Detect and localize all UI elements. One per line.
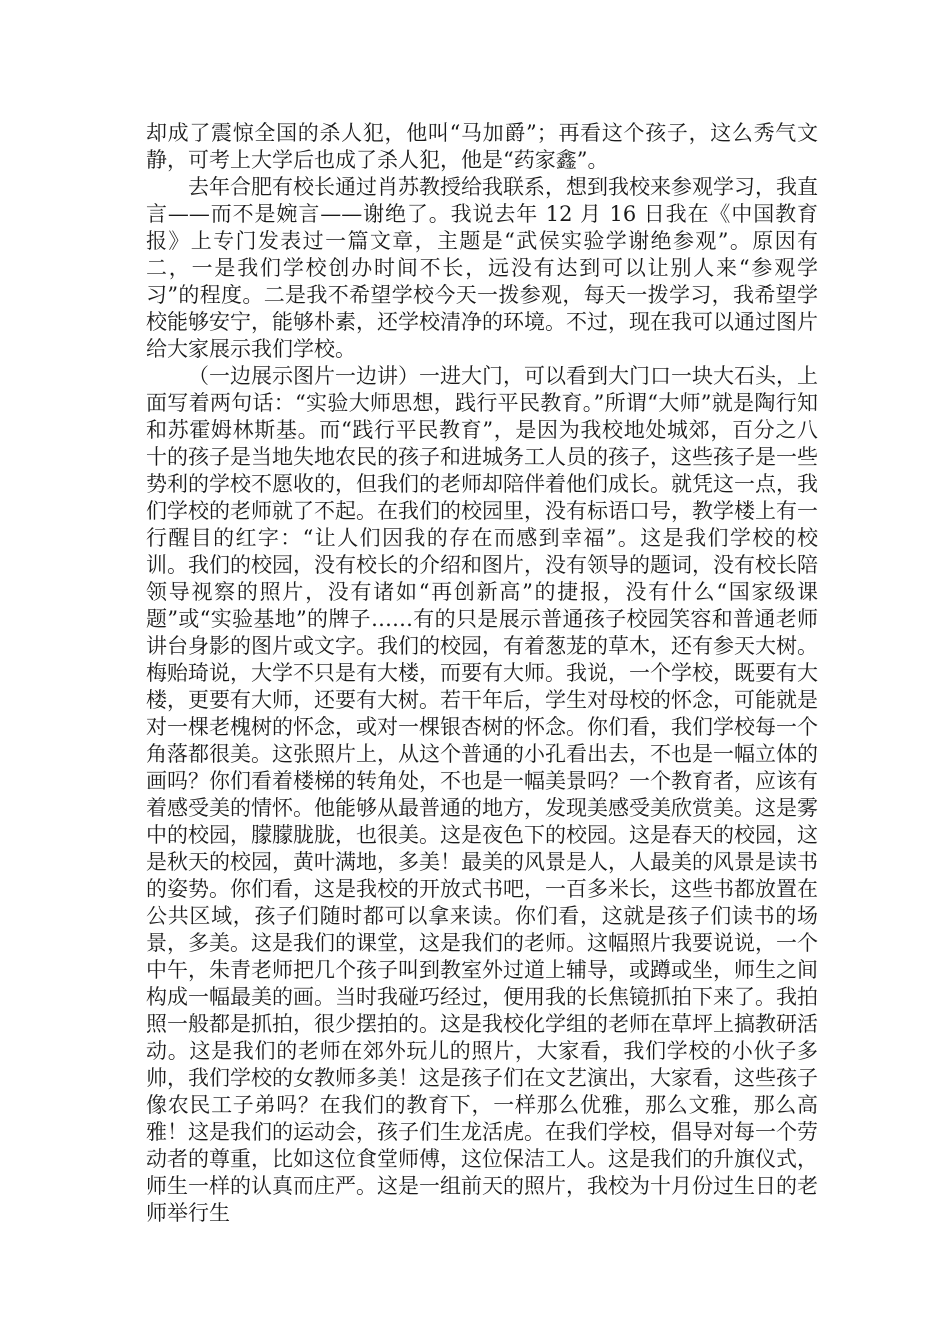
paragraph-1: 却成了震惊全国的杀人犯，他叫“马加爵”；再看这个孩子，这么秀气文静，可考上大学后也成了杀人犯，他是“药家鑫”。 — [146, 121, 818, 172]
document-body — [146, 120, 818, 1227]
paragraph-3: （一边展示图片一边讲）一进大门，可以看到大门口一块大石头，上面写着两句话：“实验大师思想，践行平民教育。”所谓“大师”就是陶行知和苏霍姆林斯基。而“践行平民教育”，是因为我校地处城郊，百分之八十的孩子是当地失地农民的孩子和进城务工人员的孩子，这些孩子是一些势利的学校不愿收的，但我们的老师却陪伴着他们成长。就凭这一点，我们学校的老师就了不起。在我们的校园里，没有标语口号，教学楼上有一行醒目的红字：“让人们因我的存在而感到幸福”。这是我们学校的校训。我们的校园，没有校长的介绍和图片，没有领导的题词，没有校长陪领导视察的照片，没有诸如“再创新高”的捷报，没有什么“国家级课题”或“实验基地”的牌子……有的只是展示普通孩子校园笑容和普通老师讲台身影的图片或文字。我们的校园，有着葱茏的草木，还有参天大树。梅贻琦说，大学不只是有大楼，而要有大师。我说，一个学校，既要有大楼，更要有大师，还要有大树。若干年后，学生对母校的怀念，可能就是对一棵老槐树的怀念，或对一棵银杏树的怀念。你们看，我们学校每一个角落都很美。这张照片上，从这个普通的小孔看出去，不也是一幅立体的画吗？你们看着楼梯的转角处，不也是一幅美景吗？一个教育者，应该有着感受美的情怀。他能够从最普通的地方，发现美感受美欣赏美。这是雾中的校园，朦朦胧胧，也很美。这是夜色下的校园。这是春天的校园，这是秋天的校园，黄叶满地，多美！最美的风景是人，人最美的风景是读书的姿势。你们看，这是我校的开放式书吧，一百多米长，这些书都放置在公共区域，孩子们随时都可以拿来读。你们看，这就是孩子们读书的场景，多美。这是我们的课堂，这是我们的老师。这幅照片我要说说，一个中午，朱青老师把几个孩子叫到教室外过道上辅导，或蹲或坐，师生之间构成一幅最美的画。当时我碰巧经过，便用我的长焦镜抓拍下来了。我拍照一般都是抓拍，很少摆拍的。这是我校化学组的老师在草坪上搞教研活动。这是我们的老师在郊外玩儿的照片，大家看，我们学校的小伙子多帅，我们学校的女教师多美！这是孩子们在文艺演出，大家看，这些孩子像农民工子弟吗？在我们的教育下，一样那么优雅，那么文雅，那么高雅！这是我们的运动会，孩子们生龙活虎。在我们学校，倡导对每一个劳动者的尊重，比如这位食堂师傅，这位保洁工人。这是我们的升旗仪式，师生一样的认真而庄严。这是一组前天的照片，我校为十月份过生日的老师举行生 — [146, 364, 818, 1225]
paragraph-2: 去年合肥有校长通过肖苏教授给我联系，想到我校来参观学习，我直言——而不是婉言——谢绝了。我说去年 12 月 16 日我在《中国教育报》上专门发表过一篇文章，主题是“武侯实验学谢绝参观”。原因有二，一是我们学校创办时间不长，远没有达到可以让别人来“参观学习”的程度。二是我不希望学校今天一拨参观，每天一拨学习，我希望学校能够安宁，能够朴素，还学校清净的环境。不过，现在我可以通过图片给大家展示我们学校。 — [146, 175, 818, 361]
